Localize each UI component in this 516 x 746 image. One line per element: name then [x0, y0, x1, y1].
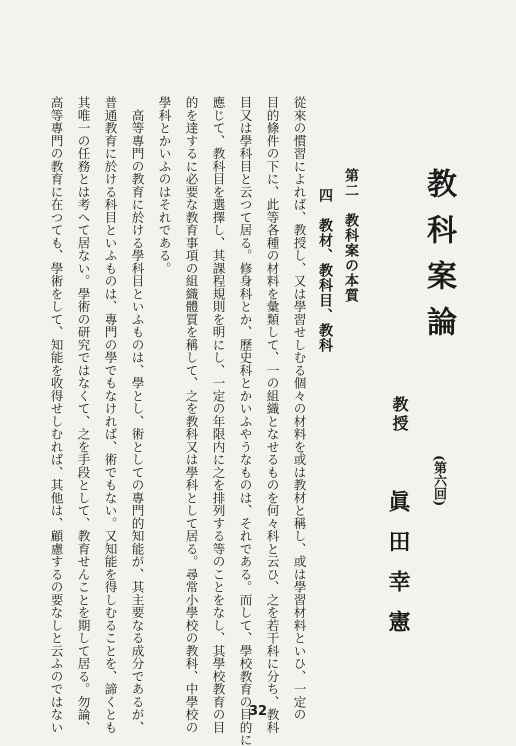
body-line: 高等專門の教育に在つても、學術をして、知能を收得せしむれば、其他は、顧慮するの要なしと云ふのではない	[48, 96, 64, 734]
section-subheading: 四 教材、教科目、教科	[317, 188, 333, 353]
body-line: 應じて、教科目を選擇し、其課程規則を明にし、一定の年限内に之を排列する等のことをなし、其學校教育の目	[210, 96, 226, 734]
body-line: 高等專門の教育に於ける學科目といふものは、學とし、術としての專門的知能が、其主要なる成分であるが、	[129, 96, 145, 734]
body-line: 的を達するに必要な教育事項の組織體質を稱して、之を教科又は學科として居る。尋常小學校の教科、中學校の	[183, 96, 199, 734]
body-line: 普通教育に於ける科目といふものは、專門の學でもなければ、術でもない。又知能を得しむることを、諦くとも	[102, 96, 118, 734]
body-line: 其唯一の任務とは考へて居ない。學術の研究ではなくて、之を手段として、教育せんことを期して居る。勿論、	[75, 96, 91, 734]
body-line: 從來の慣習によれば、教授し、又は學習せしむる個々の材料を或は教材と稱し、或は學習材料といひ、一定の	[291, 96, 307, 721]
section-heading: 第二 教科案の本質	[343, 168, 359, 303]
article-title-suffix: (第六回)	[431, 455, 446, 507]
author-role: 教授	[390, 396, 409, 434]
article-title: 教科案論	[421, 168, 456, 352]
body-line: 目又は學科目と云つて居る。修身科とか、歷史科とかいふやうなものは、それである。而して、學校教育の目的に	[237, 96, 253, 746]
body-line: 目的條件の下に、此等各種の材料を彙類して、一の組織となせるものを何々科と云ひ、之を若干科に分ち、教科	[264, 96, 280, 734]
author-name: 眞田幸憲	[385, 490, 411, 650]
body-line: 學科とかいふのはそれである。	[156, 96, 172, 275]
page-number: 32	[248, 704, 268, 719]
